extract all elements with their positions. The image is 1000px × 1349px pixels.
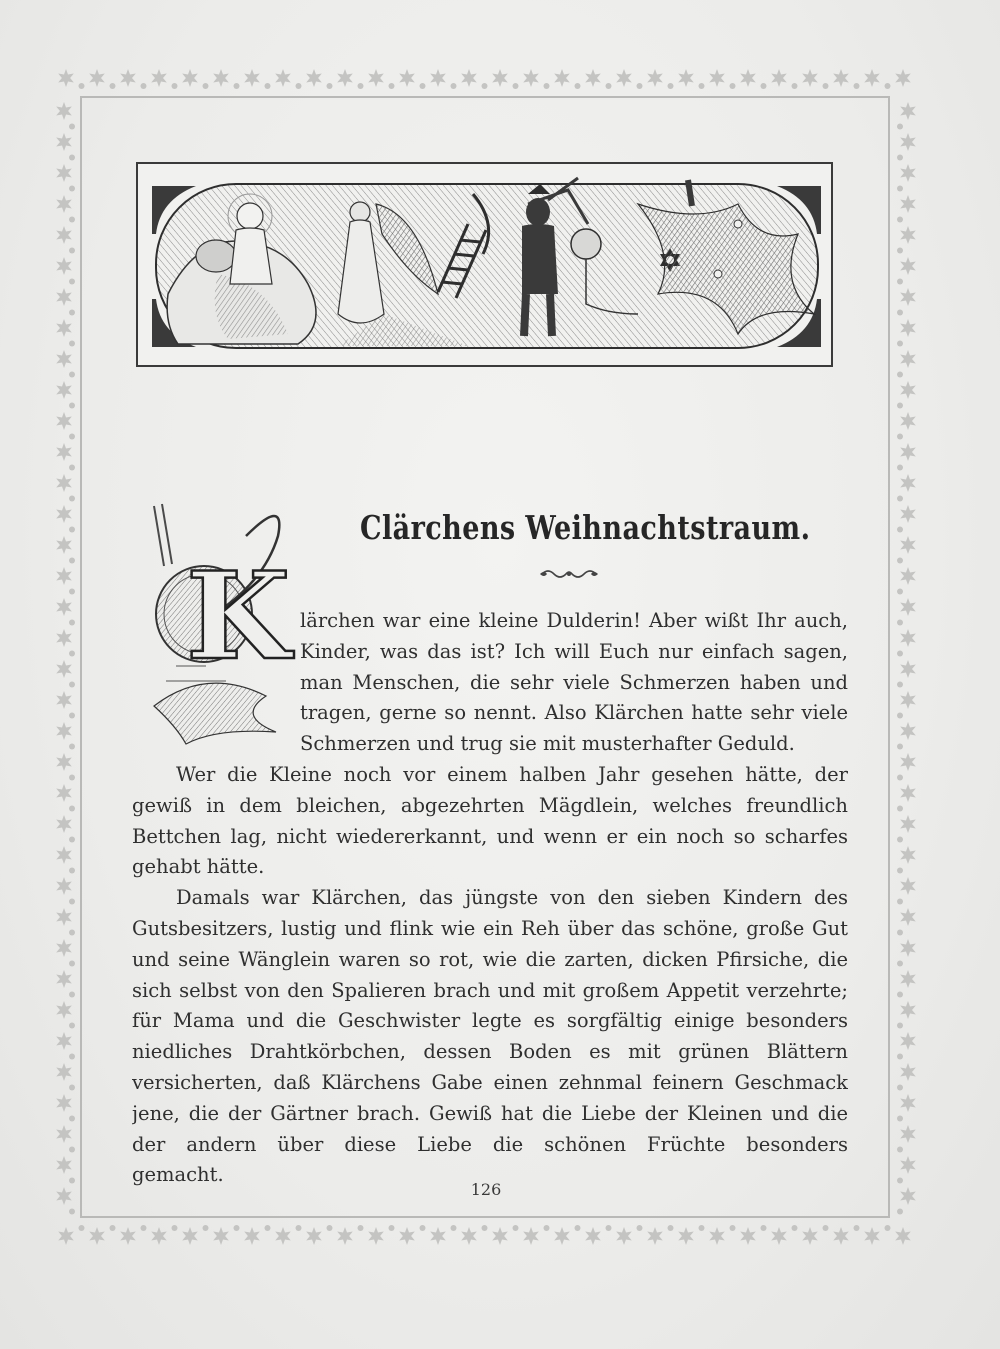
border-star-icon: [647, 1227, 663, 1245]
border-star-icon: [151, 1227, 167, 1245]
border-star-icon: [616, 69, 632, 87]
border-dot: [69, 496, 75, 502]
border-star-icon: [56, 381, 72, 399]
border-star-icon: [900, 1063, 916, 1081]
border-star-icon: [56, 815, 72, 833]
border-star-icon: [802, 69, 818, 87]
border-star-icon: [740, 1227, 756, 1245]
border-star-icon: [182, 69, 198, 87]
border-star-icon: [56, 598, 72, 616]
border-dot: [69, 248, 75, 254]
border-star-icon: [900, 660, 916, 678]
border-dot: [420, 83, 426, 89]
border-star-icon: [833, 69, 849, 87]
border-star-icon: [56, 753, 72, 771]
border-star-icon: [58, 69, 74, 87]
drop-cap-ornament: [146, 496, 296, 746]
border-star-icon: [56, 164, 72, 182]
border-dot: [544, 1225, 550, 1231]
border-dot: [897, 713, 903, 719]
border-dot: [897, 899, 903, 905]
border-dot: [69, 744, 75, 750]
border-dot: [172, 1225, 178, 1231]
border-dot: [897, 992, 903, 998]
border-star-icon: [647, 69, 663, 87]
border-star-icon: [337, 1227, 353, 1245]
border-dot: [69, 1054, 75, 1060]
border-star-icon: [56, 629, 72, 647]
border-dot: [897, 1147, 903, 1153]
border-dot: [141, 1225, 147, 1231]
border-dot: [69, 992, 75, 998]
border-dot: [69, 620, 75, 626]
border-dot: [897, 496, 903, 502]
border-dot: [451, 1225, 457, 1231]
border-star-icon: [56, 846, 72, 864]
border-dot: [885, 83, 891, 89]
border-dot: [897, 961, 903, 967]
border-dot: [234, 83, 240, 89]
border-dot: [854, 83, 860, 89]
border-star-icon: [709, 1227, 725, 1245]
border-star-icon: [585, 1227, 601, 1245]
border-dot: [606, 83, 612, 89]
border-dot: [234, 1225, 240, 1231]
border-dot: [358, 1225, 364, 1231]
border-star-icon: [56, 350, 72, 368]
text-line: Schmerzen und trug sie mit musterhafter Geduld.: [300, 732, 795, 756]
border-star-icon: [56, 784, 72, 802]
text-line: und seine Wänglein waren so rot, wie die zarten, dicken Pfirsiche, die: [132, 947, 848, 971]
page-number: 126: [470, 1180, 502, 1199]
border-star-icon: [771, 69, 787, 87]
border-dot: [885, 1225, 891, 1231]
border-dot: [897, 434, 903, 440]
border-dot: [69, 124, 75, 130]
border-dot: [69, 1209, 75, 1215]
border-star-icon: [430, 1227, 446, 1245]
border-dot: [69, 651, 75, 657]
border-dot: [482, 1225, 488, 1231]
border-star-icon: [56, 226, 72, 244]
border-dot: [141, 83, 147, 89]
drop-cap-letter: K: [186, 546, 291, 687]
border-star-icon: [900, 474, 916, 492]
border-dot: [897, 620, 903, 626]
border-dot: [897, 217, 903, 223]
border-star-icon: [900, 226, 916, 244]
border-dot: [513, 1225, 519, 1231]
border-star-icon: [864, 1227, 880, 1245]
border-star-icon: [337, 69, 353, 87]
border-dot: [730, 1225, 736, 1231]
border-star-icon: [740, 69, 756, 87]
border-dot: [575, 83, 581, 89]
border-star-icon: [833, 1227, 849, 1245]
border-star-icon: [492, 69, 508, 87]
border-dot: [897, 806, 903, 812]
border-star-icon: [56, 908, 72, 926]
border-dot: [823, 83, 829, 89]
border-dot: [69, 775, 75, 781]
border-dot: [897, 744, 903, 750]
border-dot: [637, 83, 643, 89]
border-dot: [420, 1225, 426, 1231]
page-title: Clärchens Weihnachtstraum.: [360, 508, 811, 547]
border-star-icon: [275, 1227, 291, 1245]
border-star-icon: [492, 1227, 508, 1245]
border-dot: [897, 868, 903, 874]
border-star-icon: [900, 691, 916, 709]
border-star-icon: [56, 722, 72, 740]
border-star-icon: [306, 1227, 322, 1245]
border-star-icon: [244, 1227, 260, 1245]
border-star-icon: [900, 567, 916, 585]
border-star-icon: [56, 133, 72, 151]
border-dot: [451, 83, 457, 89]
border-dot: [69, 837, 75, 843]
border-star-icon: [56, 877, 72, 895]
border-dot: [792, 1225, 798, 1231]
border-star-icon: [771, 1227, 787, 1245]
border-star-icon: [900, 443, 916, 461]
border-dot: [69, 527, 75, 533]
text-line: versicherten, daß Klärchens Gabe einen zehnmal feinern Geschmack: [132, 1071, 848, 1094]
border-star-icon: [56, 257, 72, 275]
border-star-icon: [56, 1063, 72, 1081]
border-dot: [110, 83, 116, 89]
text-line: tragen, gerne so nennt. Also Klärchen hatte sehr viele: [300, 701, 848, 725]
border-star-icon: [56, 660, 72, 678]
border-dot: [575, 1225, 581, 1231]
border-dot: [897, 1116, 903, 1122]
border-star-icon: [89, 69, 105, 87]
border-star-icon: [678, 69, 694, 87]
border-dot: [699, 83, 705, 89]
border-star-icon: [900, 257, 916, 275]
border-star-icon: [900, 908, 916, 926]
border-dot: [897, 589, 903, 595]
border-dot: [327, 83, 333, 89]
border-dot: [897, 465, 903, 471]
border-dot: [897, 248, 903, 254]
text-line: für Mama und die Geschwister legte es sorgfältig einige besonders: [132, 1009, 848, 1033]
border-star-icon: [900, 846, 916, 864]
border-dot: [265, 83, 271, 89]
border-star-icon: [900, 598, 916, 616]
border-star-icon: [399, 1227, 415, 1245]
border-dot: [69, 279, 75, 285]
border-star-icon: [900, 350, 916, 368]
text-line: sich selbst von den Spalieren brach und mit großem Appetit verzehrte;: [132, 978, 848, 1002]
border-dot: [69, 1147, 75, 1153]
border-star-icon: [461, 69, 477, 87]
border-star-icon: [213, 1227, 229, 1245]
border-dot: [69, 403, 75, 409]
border-dot: [544, 83, 550, 89]
border-star-icon: [900, 970, 916, 988]
border-dot: [897, 651, 903, 657]
border-dot: [761, 83, 767, 89]
border-dot: [897, 310, 903, 316]
border-dot: [69, 1085, 75, 1091]
border-star-icon: [709, 69, 725, 87]
border-star-icon: [900, 753, 916, 771]
text-line: gemacht.: [132, 1163, 224, 1187]
border-star-icon: [56, 195, 72, 213]
border-star-icon: [89, 1227, 105, 1245]
border-star-icon: [900, 722, 916, 740]
border-dot: [69, 465, 75, 471]
text-line: gehabt hätte.: [132, 855, 265, 879]
border-dot: [69, 899, 75, 905]
border-star-icon: [895, 69, 911, 87]
border-dot: [69, 434, 75, 440]
border-dot: [482, 83, 488, 89]
border-star-icon: [900, 1125, 916, 1143]
border-dot: [69, 961, 75, 967]
border-dot: [897, 341, 903, 347]
border-dot: [389, 1225, 395, 1231]
border-star-icon: [56, 443, 72, 461]
border-star-icon: [900, 1094, 916, 1112]
border-star-icon: [56, 970, 72, 988]
border-star-icon: [151, 69, 167, 87]
text-line: lärchen war eine kleine Dulderin! Aber wißt Ihr auch,: [300, 609, 848, 632]
border-dot: [265, 1225, 271, 1231]
border-star-icon: [900, 319, 916, 337]
border-dot: [897, 527, 903, 533]
border-dot: [897, 837, 903, 843]
border-dot: [897, 558, 903, 564]
border-dot: [606, 1225, 612, 1231]
border-dot: [389, 83, 395, 89]
border-dot: [69, 341, 75, 347]
border-dot: [897, 775, 903, 781]
text-line: jene, die der Gärtner brach. Gewiß hat die Liebe der Kleinen und die: [132, 1101, 848, 1125]
border-star-icon: [900, 1032, 916, 1050]
border-star-icon: [523, 69, 539, 87]
border-star-icon: [56, 412, 72, 430]
border-dot: [69, 310, 75, 316]
border-star-icon: [900, 1001, 916, 1019]
border-star-icon: [244, 69, 260, 87]
border-dot: [69, 868, 75, 874]
border-dot: [79, 1225, 85, 1231]
border-star-icon: [554, 1227, 570, 1245]
border-dot: [897, 1054, 903, 1060]
border-star-icon: [430, 69, 446, 87]
border-dot: [327, 1225, 333, 1231]
border-star-icon: [523, 1227, 539, 1245]
border-dot: [897, 1085, 903, 1091]
border-dot: [296, 83, 302, 89]
border-dot: [897, 1023, 903, 1029]
border-star-icon: [56, 567, 72, 585]
border-dot: [897, 372, 903, 378]
border-star-icon: [56, 1032, 72, 1050]
border-dot: [203, 1225, 209, 1231]
border-star-icon: [900, 102, 916, 120]
border-star-icon: [275, 69, 291, 87]
border-star-icon: [56, 102, 72, 120]
border-dot: [513, 83, 519, 89]
border-dot: [897, 279, 903, 285]
border-star-icon: [56, 691, 72, 709]
border-dot: [69, 217, 75, 223]
border-star-icon: [900, 164, 916, 182]
border-star-icon: [213, 69, 229, 87]
border-dot: [69, 155, 75, 161]
border-star-icon: [900, 381, 916, 399]
border-star-icon: [120, 69, 136, 87]
border-dot: [110, 1225, 116, 1231]
border-dot: [699, 1225, 705, 1231]
border-star-icon: [56, 1094, 72, 1112]
text-line: Wer die Kleine noch vor einem halben Jahr gesehen hätte, der: [176, 763, 848, 786]
border-dot: [69, 806, 75, 812]
border-star-icon: [56, 474, 72, 492]
border-star-icon: [56, 1001, 72, 1019]
border-star-icon: [900, 939, 916, 957]
border-dot: [668, 83, 674, 89]
border-star-icon: [895, 1227, 911, 1245]
border-dot: [823, 1225, 829, 1231]
border-star-icon: [678, 1227, 694, 1245]
border-star-icon: [900, 784, 916, 802]
border-dot: [854, 1225, 860, 1231]
border-dot: [79, 83, 85, 89]
border-dot: [69, 1116, 75, 1122]
border-star-icon: [56, 1125, 72, 1143]
border-star-icon: [900, 815, 916, 833]
text-line: Kinder, was das ist? Ich will Euch nur einfach sagen,: [300, 639, 848, 663]
border-star-icon: [120, 1227, 136, 1245]
border-dot: [668, 1225, 674, 1231]
border-dot: [172, 83, 178, 89]
border-dot: [69, 372, 75, 378]
text-line: man Menschen, die sehr viele Schmerzen haben und: [300, 670, 848, 694]
border-star-icon: [864, 69, 880, 87]
border-dot: [296, 1225, 302, 1231]
border-dot: [69, 558, 75, 564]
border-star-icon: [56, 505, 72, 523]
border-star-icon: [616, 1227, 632, 1245]
border-dot: [897, 1209, 903, 1215]
border-star-icon: [900, 412, 916, 430]
border-dot: [897, 930, 903, 936]
border-dot: [897, 155, 903, 161]
border-dot: [69, 1023, 75, 1029]
border-star-icon: [900, 536, 916, 554]
border-dot: [203, 83, 209, 89]
border-star-icon: [900, 629, 916, 647]
border-star-icon: [900, 288, 916, 306]
border-star-icon: [900, 133, 916, 151]
border-dot: [69, 713, 75, 719]
border-dot: [897, 124, 903, 130]
border-dot: [792, 83, 798, 89]
border-star-icon: [461, 1227, 477, 1245]
text-line: Damals war Klärchen, das jüngste von den sieben Kindern des: [176, 886, 848, 910]
border-star-icon: [56, 939, 72, 957]
border-star-icon: [900, 1156, 916, 1174]
border-star-icon: [56, 319, 72, 337]
text-line: der andern über diese Liebe die schönen Früchte besonders: [132, 1132, 848, 1156]
text-line: Bettchen lag, nicht wiedererkannt, und wenn er ein noch so scharfes: [132, 824, 848, 848]
border-star-icon: [368, 1227, 384, 1245]
border-star-icon: [182, 1227, 198, 1245]
border-dot: [69, 682, 75, 688]
border-dot: [897, 186, 903, 192]
border-star-icon: [306, 69, 322, 87]
border-star-icon: [58, 1227, 74, 1245]
border-star-icon: [56, 1156, 72, 1174]
border-star-icon: [900, 505, 916, 523]
border-star-icon: [399, 69, 415, 87]
border-star-icon: [56, 288, 72, 306]
border-star-icon: [368, 69, 384, 87]
text-line: Gutsbesitzers, lustig und flink wie ein Reh über das schöne, große Gut: [132, 917, 848, 940]
border-star-icon: [585, 69, 601, 87]
border-dot: [897, 682, 903, 688]
border-dot: [69, 930, 75, 936]
border-star-icon: [900, 195, 916, 213]
border-star-icon: [554, 69, 570, 87]
border-dot: [358, 83, 364, 89]
border-star-icon: [900, 877, 916, 895]
border-dot: [897, 403, 903, 409]
header-illustration: [136, 162, 833, 367]
border-dot: [637, 1225, 643, 1231]
text-line: gewiß in dem bleichen, abgezehrten Mägdlein, welches freundlich: [132, 793, 848, 817]
border-star-icon: [56, 536, 72, 554]
title-flourish-ornament: [538, 566, 600, 585]
border-dot: [761, 1225, 767, 1231]
border-dot: [69, 589, 75, 595]
text-line: niedliches Drahtkörbchen, dessen Boden es mit grünen Blättern: [132, 1040, 848, 1064]
border-dot: [730, 83, 736, 89]
border-star-icon: [802, 1227, 818, 1245]
border-dot: [69, 186, 75, 192]
